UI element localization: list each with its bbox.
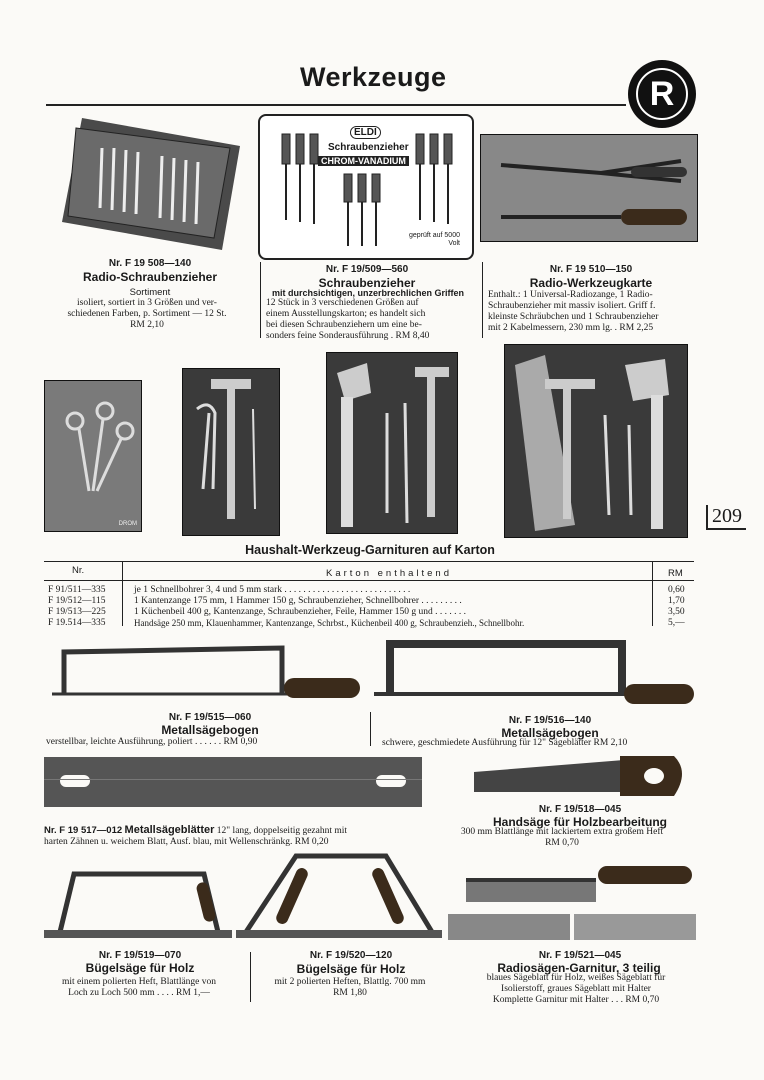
metallsaegebogen-light-image	[44, 644, 362, 710]
box-note: geprüft auf 5000 Volt	[409, 232, 460, 247]
item-518-desc	[420, 827, 704, 849]
pliers-icon	[481, 135, 697, 241]
buegelsaege-one-handle-image	[44, 866, 232, 944]
item-520-line: RM 1,80	[333, 988, 367, 998]
brand-logo	[628, 60, 696, 128]
saw-hammer-icon	[505, 345, 687, 537]
header-rule	[46, 104, 626, 106]
item-517-number: Nr. F 19 517—012	[44, 825, 123, 836]
item-518-line: RM 0,70	[545, 838, 579, 848]
row-nr: F 19/513—225	[48, 607, 106, 617]
tool-set-small-image	[182, 368, 280, 536]
item-516-name: Metallsägebogen	[501, 726, 599, 740]
item-521-line: blaues Sägeblatt für Holz, weißes Sägeblatt für	[486, 973, 666, 983]
handsaw-icon	[474, 752, 694, 800]
item-509-line: sonders feine Sonderausführung . RM 8,40	[266, 331, 430, 341]
item-521-line: Komplette Garnitur mit Halter . . . RM 0,70	[492, 995, 660, 1005]
item-520-line: mit 2 polierten Heften, Blattlg. 700 mm	[274, 977, 426, 987]
box-subtitle: CHROM-VANADIUM	[318, 156, 409, 166]
item-516-number: Nr. F 19/516—140	[508, 715, 592, 726]
blade-stripe	[44, 779, 422, 780]
hacksaw-icon	[44, 644, 362, 710]
row-nr: F 19.514—335	[48, 618, 106, 628]
item-510-name: Radio-Werkzeugkarte	[529, 276, 653, 290]
bow-saw-icon	[44, 866, 232, 944]
item-516-desc: schwere, geschmiedete Ausführung für 12" Sägeblätter RM 2,10	[382, 738, 628, 748]
screwdriver-sortiment-image	[62, 118, 240, 250]
item-518-line: 300 mm Blattlänge mit lackiertem extra großem Heft	[460, 827, 664, 837]
drill-icon	[45, 381, 141, 531]
tool-set-medium-image	[326, 352, 458, 534]
garnituren-heading: Haushalt-Werkzeug-Garnituren auf Karton	[245, 543, 495, 557]
eldi-screwdriver-box	[258, 114, 474, 260]
table-top-rule	[44, 561, 694, 562]
handsaege-image	[474, 752, 694, 800]
item-518-number: Nr. F 19/518—045	[538, 804, 622, 815]
hammer-icon	[183, 369, 279, 535]
item-508-desc	[40, 298, 254, 331]
row-nr: F 19/512—115	[48, 596, 106, 606]
item-510-line: mit 2 Kabelmessern, 230 mm lg. . RM 2,25	[488, 323, 654, 333]
blade-hole	[60, 775, 90, 787]
item-510-number: Nr. F 19 510—150	[549, 264, 633, 275]
radiosaegen-image	[448, 856, 696, 942]
item-509-line: einem Ausstellungskarton; es handelt sich	[266, 309, 426, 319]
row-rm: 5,—	[668, 618, 685, 628]
row-rm: 0,60	[668, 585, 685, 595]
table-header-content: Karton enthaltend	[326, 568, 453, 579]
item-517-desc	[44, 825, 424, 848]
item-519-name: Bügelsäge für Holz	[85, 961, 195, 975]
page-number: 209	[706, 505, 746, 530]
bow-saw-large-icon	[236, 846, 442, 944]
table-header-rule	[44, 580, 694, 581]
buegelsaege-two-handles-image	[236, 846, 442, 944]
table-header-nr: Nr.	[72, 565, 85, 576]
item-509-line: 12 Stück in 3 verschiedenen Größen auf	[266, 298, 419, 308]
table-row	[48, 585, 694, 629]
column-divider	[482, 262, 483, 338]
metallsaegebogen-heavy-image	[366, 636, 696, 710]
row-rm: 3,50	[668, 607, 685, 617]
screwdriver-card-icon	[62, 118, 240, 250]
item-521-desc	[448, 973, 704, 1006]
item-509-desc	[266, 298, 478, 342]
table-header-rm: RM	[668, 568, 683, 579]
item-510-line: Enthalt.: 1 Universal-Radiozange, 1 Radio-	[488, 290, 653, 300]
item-519-line: mit einem polierten Heft, Blattlänge von	[61, 977, 217, 987]
item-508-sub: Sortiment	[129, 287, 171, 298]
item-519-desc	[28, 977, 250, 999]
item-517-line: harten Zähnen u. weichem Blatt, Ausf. blau, mit Wellenschränkg. RM 0,20	[44, 837, 329, 847]
item-510-line: Schraubenzieher mit massiv isoliert. Griff f.	[488, 301, 656, 311]
item-508-line: RM 2,10	[130, 320, 164, 330]
item-517-first-line	[44, 825, 424, 837]
item-515-desc: verstellbar, leichte Ausführung, poliert . . . . . . RM 0,90	[46, 737, 258, 747]
item-520-desc	[250, 977, 450, 999]
item-509-sub: mit durchsichtigen, unzerbrechlichen Griffen	[271, 288, 465, 298]
item-510-desc	[488, 290, 702, 334]
drill-card-image	[44, 380, 142, 532]
page-title: Werkzeuge	[300, 62, 447, 92]
item-519-number: Nr. F 19/519—070	[98, 950, 182, 961]
item-517-line: 12" lang, doppelseitig gezahnt mit	[216, 826, 348, 836]
row-rm: 1,70	[668, 596, 685, 606]
item-509-line: bei diesen Schraubenziehern um eine be-	[266, 320, 422, 330]
item-518-name: Handsäge für Holzbearbeitung	[492, 815, 668, 829]
saw-blade-image	[44, 757, 422, 807]
item-515-name: Metallsägebogen	[161, 723, 259, 737]
row-content: je 1 Schnellbohrer 3, 4 und 5 mm stark . . . . . . . . . . . . . . . . . . . . . . . . . . .	[134, 585, 411, 595]
row-nr: F 91/511—335	[48, 585, 106, 595]
item-517-name: Metallsägeblätter	[124, 824, 215, 836]
item-520-name: Bügelsäge für Holz	[296, 962, 406, 976]
row-content: Handsäge 250 mm, Klauenhammer, Kantenzange, Schrbst., Küchenbeil 400 g, Schraubenzieh., Schnellbohr.	[134, 618, 525, 628]
axe-icon	[327, 353, 457, 533]
hacksaw-heavy-icon	[366, 636, 696, 710]
item-508-number: Nr. F 19 508—140	[108, 258, 192, 269]
item-520-number: Nr. F 19/520—120	[309, 950, 393, 961]
item-521-name: Radiosägen-Garnitur, 3 teilig	[497, 961, 661, 975]
item-521-line: Isolierstoff, graues Sägeblatt mit Halter	[501, 984, 651, 994]
item-509-name: Schraubenzieher	[318, 276, 416, 290]
item-519-line: Loch zu Loch 500 mm . . . . RM 1,—	[68, 988, 210, 998]
row-content: 1 Kantenzange 175 mm, 1 Hammer 150 g, Schraubenzieher, Schnellbohrer . . . . . . . . .	[134, 596, 462, 606]
box-title: Schraubenzieher	[328, 142, 409, 153]
item-508-line: isoliert, sortiert in 3 Größen und ver-	[77, 298, 217, 308]
item-508-line: schiedenen Farben, p. Sortiment — 12 St.	[67, 309, 227, 319]
item-521-number: Nr. F 19/521—045	[538, 950, 622, 961]
card-label: DROM	[118, 521, 137, 527]
box-brand: ELDI	[350, 126, 381, 139]
item-510-line: kleinste Schräubchen und 1 Schraubenzieher	[488, 312, 659, 322]
item-515-number: Nr. F 19/515—060	[168, 712, 252, 723]
tool-set-large-image	[504, 344, 688, 538]
logo-letter: R	[636, 68, 688, 120]
column-divider	[260, 262, 261, 338]
radio-saw-set-icon	[448, 856, 696, 942]
item-508-name: Radio-Schraubenzieher	[82, 270, 218, 284]
column-divider	[370, 712, 371, 746]
row-content: 1 Küchenbeil 400 g, Kantenzange, Schraubenzieher, Feile, Hammer 150 g und . . . . . . .	[134, 607, 467, 617]
werkzeugkarte-image	[480, 134, 698, 242]
item-509-number: Nr. F 19/509—560	[325, 264, 409, 275]
blade-hole	[376, 775, 406, 787]
